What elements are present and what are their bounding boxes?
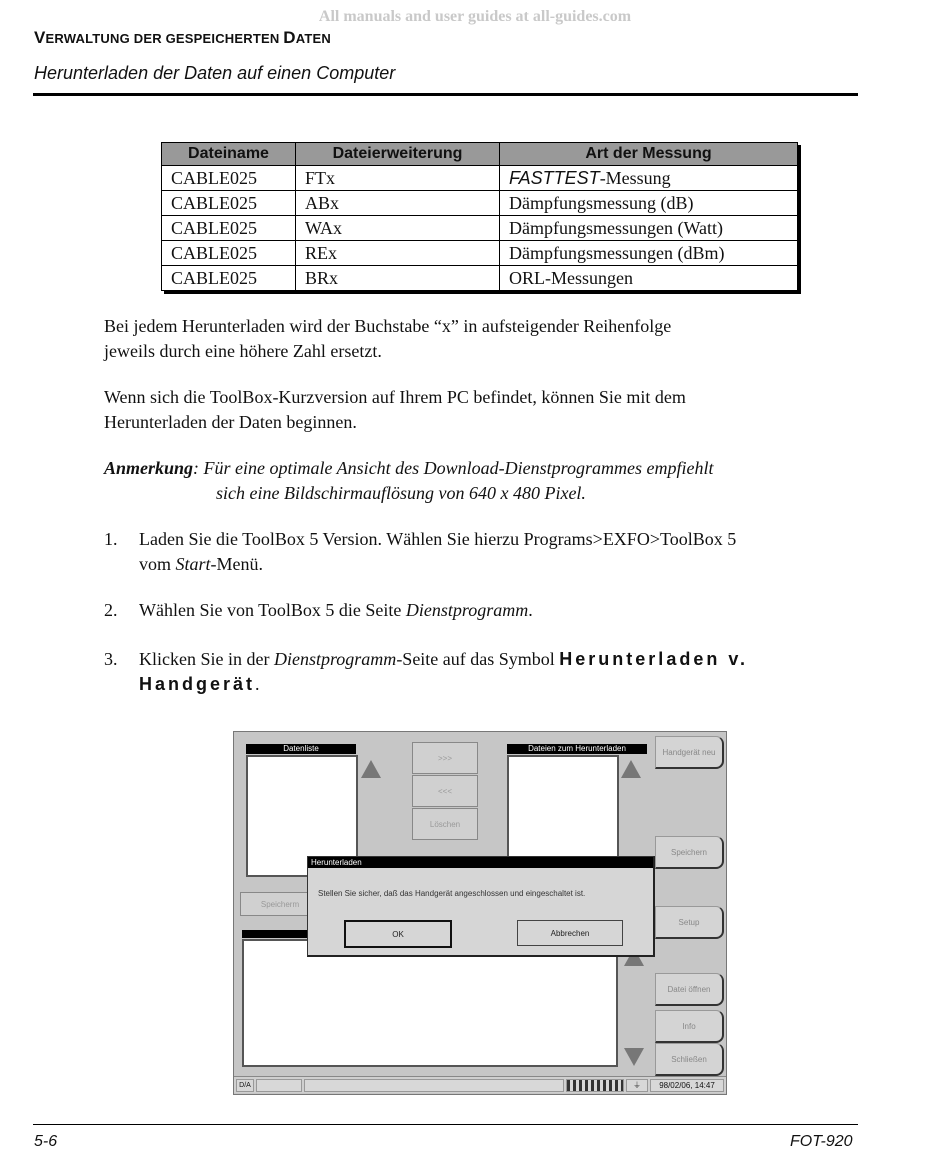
download-dialog: [307, 856, 655, 957]
step-number: 3.: [104, 649, 118, 669]
fast-text: FAST: [509, 167, 554, 188]
remove-from-download-button[interactable]: <<<: [412, 775, 478, 807]
cell-filename: CABLE025: [162, 191, 296, 216]
note-text: : Für eine optimale Ansicht des Download-Dienstprogrammes empfiehlt: [193, 458, 714, 478]
header-rule: [33, 93, 858, 96]
speichern-left-button[interactable]: Speicherm: [240, 892, 320, 916]
page-number: 5-6: [34, 1133, 58, 1150]
cell-extension: FTx: [296, 166, 500, 191]
note-label: Anmerkung: [104, 458, 194, 478]
step-line: [139, 672, 859, 697]
step-text-part: Wählen Sie von ToolBox 5 die Seite: [139, 600, 406, 620]
paragraph-replacement-note: [104, 314, 864, 364]
title-smallcaps-1: ERWALTUNG DER GESPEICHERTEN: [45, 31, 284, 46]
step-emphasis: Dienstprogramm: [273, 649, 397, 669]
table-row: [162, 266, 798, 291]
datei-oeffnen-button[interactable]: Datei öffnen: [655, 973, 724, 1006]
paragraph-line: Wenn sich die ToolBox-Kurzversion auf Ihrem PC befindet, können Sie mit dem: [104, 387, 686, 407]
column-header-filename: Dateiname: [162, 143, 296, 166]
paragraph-toolbox-ready: [104, 385, 864, 435]
step-emphasis: Dienstprogramm: [405, 600, 529, 620]
cell-measurement: ORL-Messungen: [500, 266, 798, 291]
step-number: 2.: [104, 600, 118, 620]
step-text-part: -Seite auf das Symbol: [396, 649, 560, 669]
step-bold-command: Herunterladen v.: [559, 649, 749, 669]
step-text: [139, 647, 859, 697]
step-text: [139, 527, 859, 577]
setup-button[interactable]: Setup: [655, 906, 724, 939]
suffix-text: -Messung: [599, 167, 671, 188]
software-screenshot: [233, 731, 727, 1095]
note-line-indented: sich eine Bildschirmauflösung von 640 x 480 Pixel.: [216, 483, 586, 503]
cell-measurement: Dämpfungsmessungen (Watt): [500, 216, 798, 241]
watermark: All manuals and user guides at all-guides.com: [318, 8, 632, 25]
log-list[interactable]: [242, 939, 618, 1067]
dialog-ok-button[interactable]: OK: [344, 920, 452, 948]
cell-filename: CABLE025: [162, 266, 296, 291]
column-header-measurement: Art der Messung: [500, 143, 798, 166]
dialog-title: Herunterladen: [308, 857, 653, 868]
note-block: [104, 456, 864, 506]
step-text-part: -Menü.: [210, 554, 264, 574]
paragraph-line: jeweils durch eine höhere Zahl ersetzt.: [104, 341, 382, 361]
table-row: [162, 191, 798, 216]
step-text-part: Klicken Sie in der: [139, 649, 274, 669]
cell-measurement: Dämpfungsmessung (dB): [500, 191, 798, 216]
handgeraet-neu-button[interactable]: Handgerät neu: [655, 736, 724, 769]
scroll-down-arrow-icon[interactable]: [624, 1048, 644, 1066]
datenliste-caption: Datenliste: [246, 744, 356, 754]
status-bar: [234, 1076, 726, 1093]
cell-extension: BRx: [296, 266, 500, 291]
table-row: [162, 216, 798, 241]
dialog-message: Stellen Sie sicher, daß das Handgerät angeschlossen und eingeschaltet ist.: [318, 889, 586, 898]
paragraph-line: Bei jedem Herunterladen wird der Buchstabe “x” in aufsteigender Reihenfolge: [104, 316, 672, 336]
loeschen-button[interactable]: Löschen: [412, 808, 478, 840]
download-files-caption: Dateien zum Herunterladen: [507, 744, 647, 754]
document-id: FOT-920: [790, 1133, 853, 1150]
info-button[interactable]: Info: [655, 1010, 724, 1043]
scroll-up-arrow-icon[interactable]: [621, 760, 641, 778]
title-cap-v: V: [34, 28, 46, 47]
note-line: [104, 456, 864, 481]
column-header-extension: Dateierweiterung: [296, 143, 500, 166]
table-header-row: [162, 143, 798, 166]
cell-extension: ABx: [296, 191, 500, 216]
cell-filename: CABLE025: [162, 216, 296, 241]
cell-measurement: [500, 166, 798, 191]
step-line: Laden Sie die ToolBox 5 Version. Wählen Sie hierzu Programs>EXFO>ToolBox 5: [139, 529, 737, 549]
schliessen-button[interactable]: Schließen: [655, 1043, 724, 1076]
step-text-part: .: [528, 600, 533, 620]
download-files-list[interactable]: [507, 755, 619, 859]
cell-filename: CABLE025: [162, 241, 296, 266]
step-text: [139, 598, 859, 623]
speichern-button[interactable]: Speichern: [655, 836, 724, 869]
step-line: [139, 647, 859, 672]
step-text-part: vom: [139, 554, 176, 574]
status-mode: D/A: [236, 1079, 254, 1092]
plug-icon: ⏚: [626, 1079, 648, 1092]
title-smallcaps-2: ATEN: [295, 31, 331, 46]
file-extension-table: [161, 142, 798, 291]
add-to-download-button[interactable]: >>>: [412, 742, 478, 774]
cell-filename: CABLE025: [162, 166, 296, 191]
paragraph-line: Herunterladen der Daten beginnen.: [104, 412, 357, 432]
test-text: TEST: [553, 167, 600, 188]
section-subtitle: Herunterladen der Daten auf einen Computer: [34, 63, 396, 83]
scroll-up-arrow-icon[interactable]: [361, 760, 381, 778]
table-row: [162, 241, 798, 266]
step-bold-command: Handgerät: [139, 674, 256, 694]
status-datetime: 98/02/06, 14:47: [650, 1079, 724, 1092]
cell-extension: WAx: [296, 216, 500, 241]
cell-measurement: Dämpfungsmessungen (dBm): [500, 241, 798, 266]
dialog-cancel-button[interactable]: Abbrechen: [517, 920, 623, 946]
battery-level-icon: [566, 1079, 624, 1092]
step-text-part: .: [255, 674, 260, 694]
footer-rule: [33, 1124, 858, 1125]
section-title: [34, 28, 331, 48]
status-segment: [256, 1079, 302, 1092]
status-segment: [304, 1079, 564, 1092]
title-cap-d: D: [283, 28, 296, 47]
cell-extension: REx: [296, 241, 500, 266]
table-row: [162, 166, 798, 191]
step-number: 1.: [104, 529, 118, 549]
step-line: [139, 552, 859, 577]
step-emphasis: Start: [175, 554, 211, 574]
